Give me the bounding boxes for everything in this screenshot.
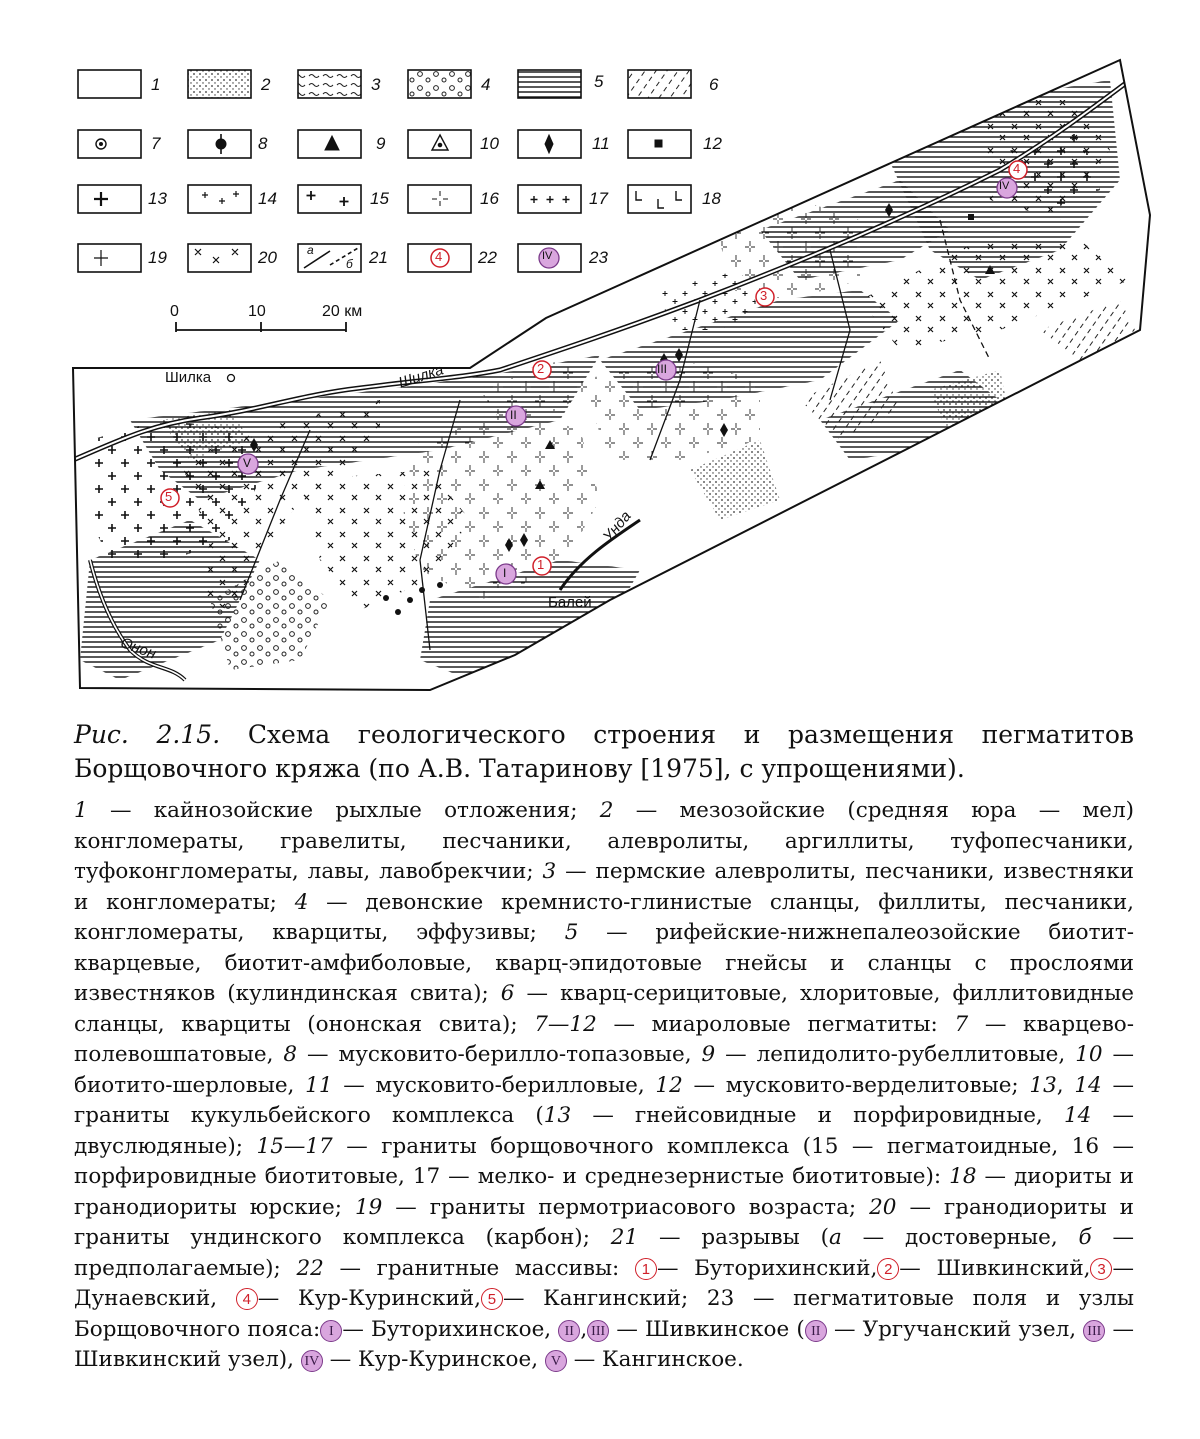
legend-number: 15 (370, 189, 389, 208)
legend-number: 4 (481, 75, 491, 94)
caption-symbol: III (587, 1320, 609, 1342)
caption-title (74, 718, 1134, 786)
caption-symbol: V (545, 1350, 567, 1372)
legend-number: 16 (480, 189, 499, 208)
caption-number: 12 (655, 1072, 683, 1098)
map-massif-label: 1 (537, 557, 545, 572)
caption-body (74, 796, 1134, 1376)
legend-letter-b: б (346, 257, 353, 271)
caption-number: 15—17 (256, 1133, 333, 1159)
legend-number: 3 (371, 75, 381, 94)
legend-number: 6 (709, 75, 719, 94)
legend-number: 2 (261, 75, 271, 94)
caption-symbol: 2 (877, 1258, 899, 1280)
figure-label: Рис. 2.15. (74, 720, 221, 749)
geologic-map-figure (0, 0, 1200, 700)
map-field-label: V (243, 456, 252, 470)
caption-number: 8 (283, 1042, 298, 1067)
caption-number: 1 (74, 798, 88, 823)
caption-number: 22 (296, 1255, 324, 1281)
caption-number: 13 (1029, 1072, 1057, 1098)
label-shilka-river: Шилка (396, 361, 446, 392)
caption-number: 11 (305, 1072, 333, 1098)
caption-symbol: 5 (481, 1288, 503, 1310)
map-massif-label: 5 (165, 489, 173, 504)
scale-tick-0: 0 (170, 303, 179, 320)
caption-symbol: 1 (635, 1258, 657, 1280)
map-field-label: IV (999, 180, 1010, 192)
map-field-label: I (503, 566, 507, 580)
map-massif-label: 3 (760, 288, 768, 303)
legend-number: 5 (594, 72, 604, 91)
caption-number: 7 (954, 1011, 969, 1037)
legend-number: 17 (589, 189, 608, 208)
legend-massif-symbol: 4 (435, 249, 443, 264)
legend-number: 14 (258, 189, 277, 208)
caption-number: 5 (564, 920, 579, 945)
legend-explanation: 1 — кайнозойские рыхлые отложения; 2 — мезозойские (средняя юра — мел) конгломераты, гравелиты, песчаники, алевролиты, аргиллиты, туфопесчаники, туфоконгломераты, лавы, лавобрекчии; 3 — пермские алевролиты, песчаники, известняки и конгломераты; 4 — девонские кремнисто-глинистые сланцы, филлиты, песчаники, конгломераты, кварциты, эффузивы; 5 — рифейские-нижнепалеозойские биотит-кварцевые, биотит-амфиболовые, кварц-эпидотовые гнейсы и сланцы с прослоями известняков (кулиндинская свита); 6 — кварц-серицитовые, хлоритовые, филлитовидные сланцы, кварциты (ононская свита); 7—12 — миароловые пегматиты: 7 — кварцево-полевошпатовые, 8 — мусковито-берилло-топазовые, 9 — лепидолито-рубеллитовые, 10 — биотито-шерловые, 11 — мусковито-берилловые, 12 — мусковито-верделитовые; 13, 14 — граниты кукульбейского комплекса (13 — гнейсовидные и порфировидные, 14 — двуслюдяные); 15—17 — граниты борщовочного комплекса (15 — пегматоидные, 16 — порфировидные биотитовые, 17 — мелко- и среднезернистые биотитовые): 18 — диориты и гранодиориты юрские; 19 — граниты пермотриасового возраста; 20 — гранодиориты и граниты ундинского комплекса (карбон); 21 — разрывы (а — достоверные, б — предполагаемые); 22 — гранитные массивы: 1 — Буторихинский, 2 — Шивкинский, 3 — Дунаевский, 4 — Кур-Куринский, 5 — Кангинский; 23 — пегматитовые поля и узлы Борщовочного пояса: I — Буторихинское, II , III — Шивкинское ( II — Ургучанский узел, III — Шивкинский узел), IV — Кур-Куринское, V — Кангинское. (74, 798, 1135, 1372)
map-field-label: II (510, 408, 517, 422)
caption-number: 14 (1074, 1072, 1102, 1098)
caption-number: 2 (599, 798, 614, 823)
legend-number: 19 (148, 248, 167, 267)
caption-number: 6 (500, 981, 515, 1006)
caption-number: 14 (1063, 1103, 1092, 1128)
legend-number: 18 (702, 189, 721, 208)
legend-number: 1 (151, 75, 161, 94)
map-massif-label: 4 (1013, 161, 1021, 176)
caption-number: 7—12 (534, 1011, 597, 1037)
map-massif-label: 2 (537, 361, 545, 376)
legend-field-symbol: IV (542, 250, 553, 262)
caption-title-text: Схема геологического строения и размещения пегматитов Борщовочного кряжа (по А.В. Татаринову [1975], с упрощениями). (74, 720, 1134, 783)
caption-number: а (829, 1225, 842, 1250)
figure-caption (74, 718, 1134, 1376)
caption-number: 9 (701, 1042, 716, 1067)
legend-number: 12 (703, 134, 722, 153)
legend-number: 11 (592, 134, 610, 153)
caption-symbol: 3 (1090, 1258, 1112, 1280)
caption-symbol: II (558, 1320, 580, 1342)
label-onon-river: Онон (118, 634, 159, 663)
legend (0, 0, 722, 300)
caption-number: 4 (294, 889, 309, 915)
caption-number: б (1078, 1225, 1092, 1250)
legend-number: 21 (369, 248, 388, 267)
label-unda-river: Унда (599, 507, 635, 546)
caption-number: 18 (949, 1164, 977, 1189)
caption-symbol: III (1083, 1320, 1105, 1342)
caption-number: 10 (1075, 1042, 1103, 1067)
legend-number: 9 (376, 134, 386, 153)
legend-number: 10 (480, 134, 499, 153)
caption-symbol: I (320, 1320, 342, 1342)
legend-letter-a: а (307, 243, 314, 257)
caption-number: 3 (542, 859, 557, 884)
legend-number: 7 (151, 134, 161, 153)
scale-tick-20: 20 км (322, 303, 363, 320)
scale-bar (176, 322, 346, 332)
legend-number: 23 (589, 248, 608, 267)
caption-number: 20 (869, 1194, 897, 1220)
caption-number: 21 (610, 1225, 639, 1250)
map-field-label: III (657, 362, 668, 376)
legend-number: 13 (148, 189, 167, 208)
legend-number: 22 (478, 248, 497, 267)
label-balej: Балей (548, 594, 592, 611)
caption-symbol: IV (301, 1350, 323, 1372)
caption-number: 13 (543, 1103, 572, 1128)
caption-symbol: II (805, 1320, 827, 1342)
label-shilka-town: Шилка (165, 369, 212, 386)
legend-number: 20 (258, 248, 277, 267)
caption-symbol: 4 (236, 1288, 258, 1310)
caption-number: 19 (354, 1194, 383, 1220)
scale-tick-10: 10 (248, 303, 266, 320)
legend-number: 8 (258, 134, 268, 153)
